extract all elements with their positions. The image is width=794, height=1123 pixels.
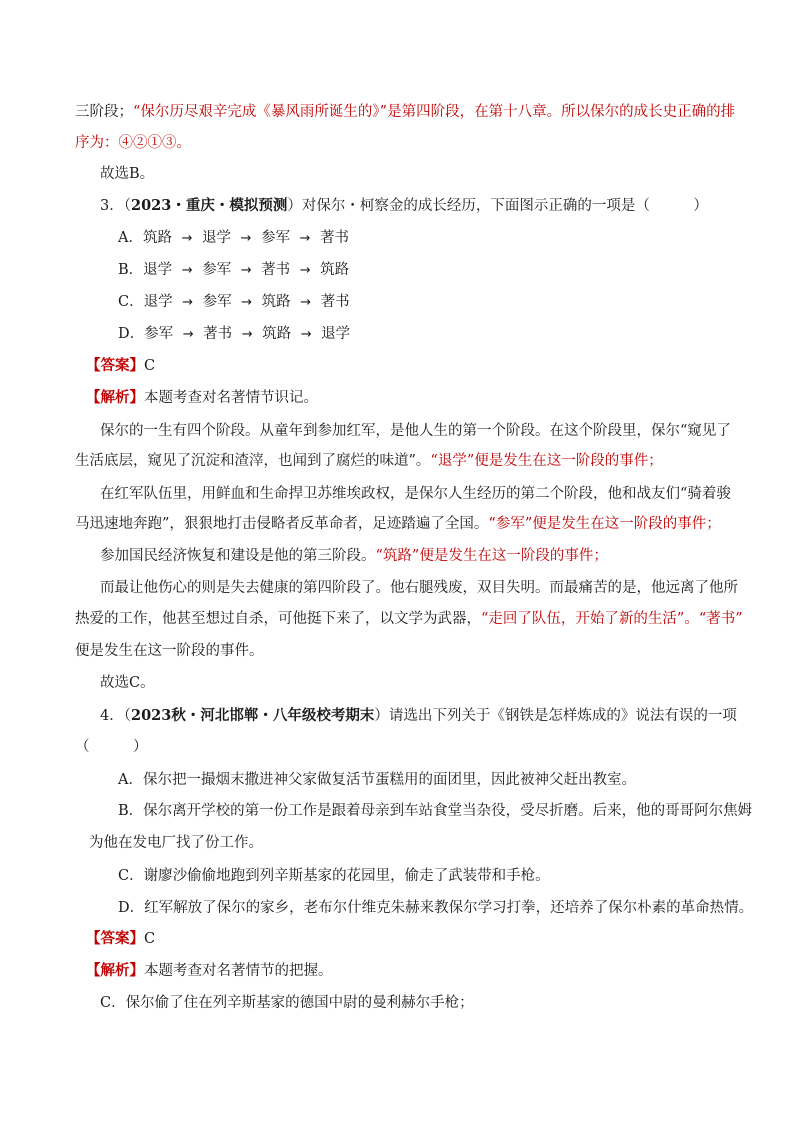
analysis-4 <box>86 961 333 981</box>
step: 退学 <box>201 230 231 246</box>
arrow-right-icon: → <box>240 263 252 278</box>
option-label: A． <box>118 230 143 246</box>
arrow-right-icon: → <box>300 327 312 342</box>
q4-option-a: A．保尔把一撮烟末撒进神父家做复活节蛋糕用的面团里，因此被神父赶出教室。 <box>118 772 636 788</box>
text: 热爱的工作，他甚至想过自杀，可他挺下来了，以文学为武器， <box>75 611 481 627</box>
step: 参军 <box>202 262 232 278</box>
step: 筑路 <box>142 230 172 246</box>
option-label: B． <box>118 262 144 278</box>
question-4-stem <box>100 706 737 726</box>
q4-option-b-line-1: B．保尔离开学校的第一份工作是跟着母亲到车站食堂当杂役，受尽折磨。后来，他的哥哥阿尔焦姆 <box>118 803 753 819</box>
answer-3 <box>86 356 155 376</box>
analysis-tag: 【解析】 <box>86 389 144 406</box>
arrow-right-icon: → <box>299 231 311 246</box>
arrow-right-icon: → <box>182 295 194 310</box>
arrow-right-icon: → <box>299 263 311 278</box>
step: 著书 <box>261 262 291 278</box>
option-c <box>118 292 350 313</box>
step: 参军 <box>144 326 174 342</box>
highlight-text: “保尔历尽艰辛完成《暴风雨所诞生的》”是第四阶段，在第十八章。所以保尔的成长史正确的排 <box>133 104 736 120</box>
step: 退学 <box>321 326 351 342</box>
step: 退学 <box>143 262 173 278</box>
source-close: ） <box>287 198 302 214</box>
highlight-text: “退学”便是发生在这一阶段的事件； <box>430 453 663 469</box>
step: 参军 <box>202 294 232 310</box>
arrow-right-icon: → <box>181 263 193 278</box>
analysis-3-p4-l1: 而最让他伤心的则是失去健康的第四阶段了。他右腿残废，双目失明。而最痛苦的是，他远离了他所 <box>100 580 738 596</box>
answer-4 <box>86 929 155 949</box>
step: 参军 <box>260 230 290 246</box>
prev-explanation-line-2: 序为：④②①③。 <box>75 135 191 151</box>
text: 三阶段； <box>75 104 133 120</box>
arrow-right-icon: → <box>300 295 312 310</box>
prev-answer-choice: 故选B。 <box>100 166 155 182</box>
step: 筑路 <box>262 326 292 342</box>
option-d <box>118 324 350 345</box>
analysis-3-p1-l2 <box>75 451 663 471</box>
step: 著书 <box>319 230 349 246</box>
analysis-3 <box>86 388 318 408</box>
arrow-right-icon: → <box>181 231 193 246</box>
option-label: C． <box>118 294 144 310</box>
answer-choice-3: 故选C。 <box>100 675 155 691</box>
question-text: 请选出下列关于《钢铁是怎样炼成的》说法有误的一项 <box>388 708 737 724</box>
step: 退学 <box>143 294 173 310</box>
analysis-tag: 【解析】 <box>86 962 144 979</box>
step: 筑路 <box>320 262 350 278</box>
option-a <box>118 228 349 249</box>
option-b <box>118 260 349 281</box>
question-number: 4．（ <box>100 708 131 724</box>
analysis-3-p4-l2 <box>75 609 743 629</box>
question-source: 2023・重庆・模拟预测 <box>130 197 288 214</box>
arrow-right-icon: → <box>182 327 194 342</box>
analysis-3-p1-l1: 保尔的一生有四个阶段。从童年到参加红军，是他人生的第一个阶段。在这个阶段里，保尔“窥见了 <box>100 423 731 439</box>
highlight-text: “走回了队伍，开始了新的生活”。“著书” <box>481 611 743 627</box>
analysis-3-p4-l3: 便是发生在这一阶段的事件。 <box>75 643 264 659</box>
analysis-4-c-line: C．保尔偷了住在列辛斯基家的德国中尉的曼利赫尔手枪； <box>100 995 474 1011</box>
question-number: 3．（ <box>100 198 131 214</box>
answer-value: C <box>144 358 156 374</box>
text: 生活底层，窥见了沉淀和渣滓，也闻到了腐烂的味道”。 <box>75 453 431 469</box>
answer-tag: 【答案】 <box>86 357 144 374</box>
arrow-right-icon: → <box>240 231 252 246</box>
answer-value: C <box>144 931 156 947</box>
question-3-stem <box>100 196 708 216</box>
highlight-text: “参军”便是发生在这一阶段的事件； <box>488 516 721 532</box>
analysis-3-p2-l1: 在红军队伍里，用鲜血和生命捍卫苏维埃政权，是保尔人生经历的第二个阶段，他和战友们“骑着骏 <box>100 486 731 502</box>
step: 著书 <box>320 294 350 310</box>
step: 筑路 <box>261 294 291 310</box>
q4-option-b-line-2: 为他在发电厂找了份工作。 <box>89 835 263 851</box>
option-label: D． <box>118 326 145 342</box>
text: 参加国民经济恢复和建设是他的第三阶段。 <box>100 548 376 564</box>
arrow-right-icon: → <box>241 295 253 310</box>
arrow-right-icon: → <box>241 327 253 342</box>
text: 马迅速地奔跑”，狠狠地打击侵略者反革命者，足迹踏遍了全国。 <box>75 516 489 532</box>
source-close: ） <box>374 708 389 724</box>
analysis-3-p2-l2 <box>75 514 721 534</box>
question-text: 对保尔・柯察金的成长经历，下面图示正确的一项是（ ） <box>301 198 708 214</box>
q4-option-d: D．红军解放了保尔的家乡，老布尔什维克朱赫来教保尔学习打拳，还培养了保尔朴素的革命热情。 <box>118 900 754 916</box>
q4-option-c: C．谢廖沙偷偷地跑到列辛斯基家的花园里，偷走了武装带和手枪。 <box>118 868 550 884</box>
prev-explanation-line-1 <box>75 102 735 122</box>
step: 著书 <box>203 326 233 342</box>
answer-tag: 【答案】 <box>86 930 144 947</box>
highlight-text: “筑路”便是发生在这一阶段的事件； <box>375 548 608 564</box>
analysis-text: 本题考查对名著情节的把握。 <box>144 963 333 979</box>
analysis-text: 本题考查对名著情节识记。 <box>144 390 318 406</box>
analysis-3-p3 <box>100 546 608 566</box>
question-4-paren: （ ） <box>75 739 148 755</box>
question-source: 2023秋・河北邯郸・八年级校考期末 <box>130 707 375 724</box>
